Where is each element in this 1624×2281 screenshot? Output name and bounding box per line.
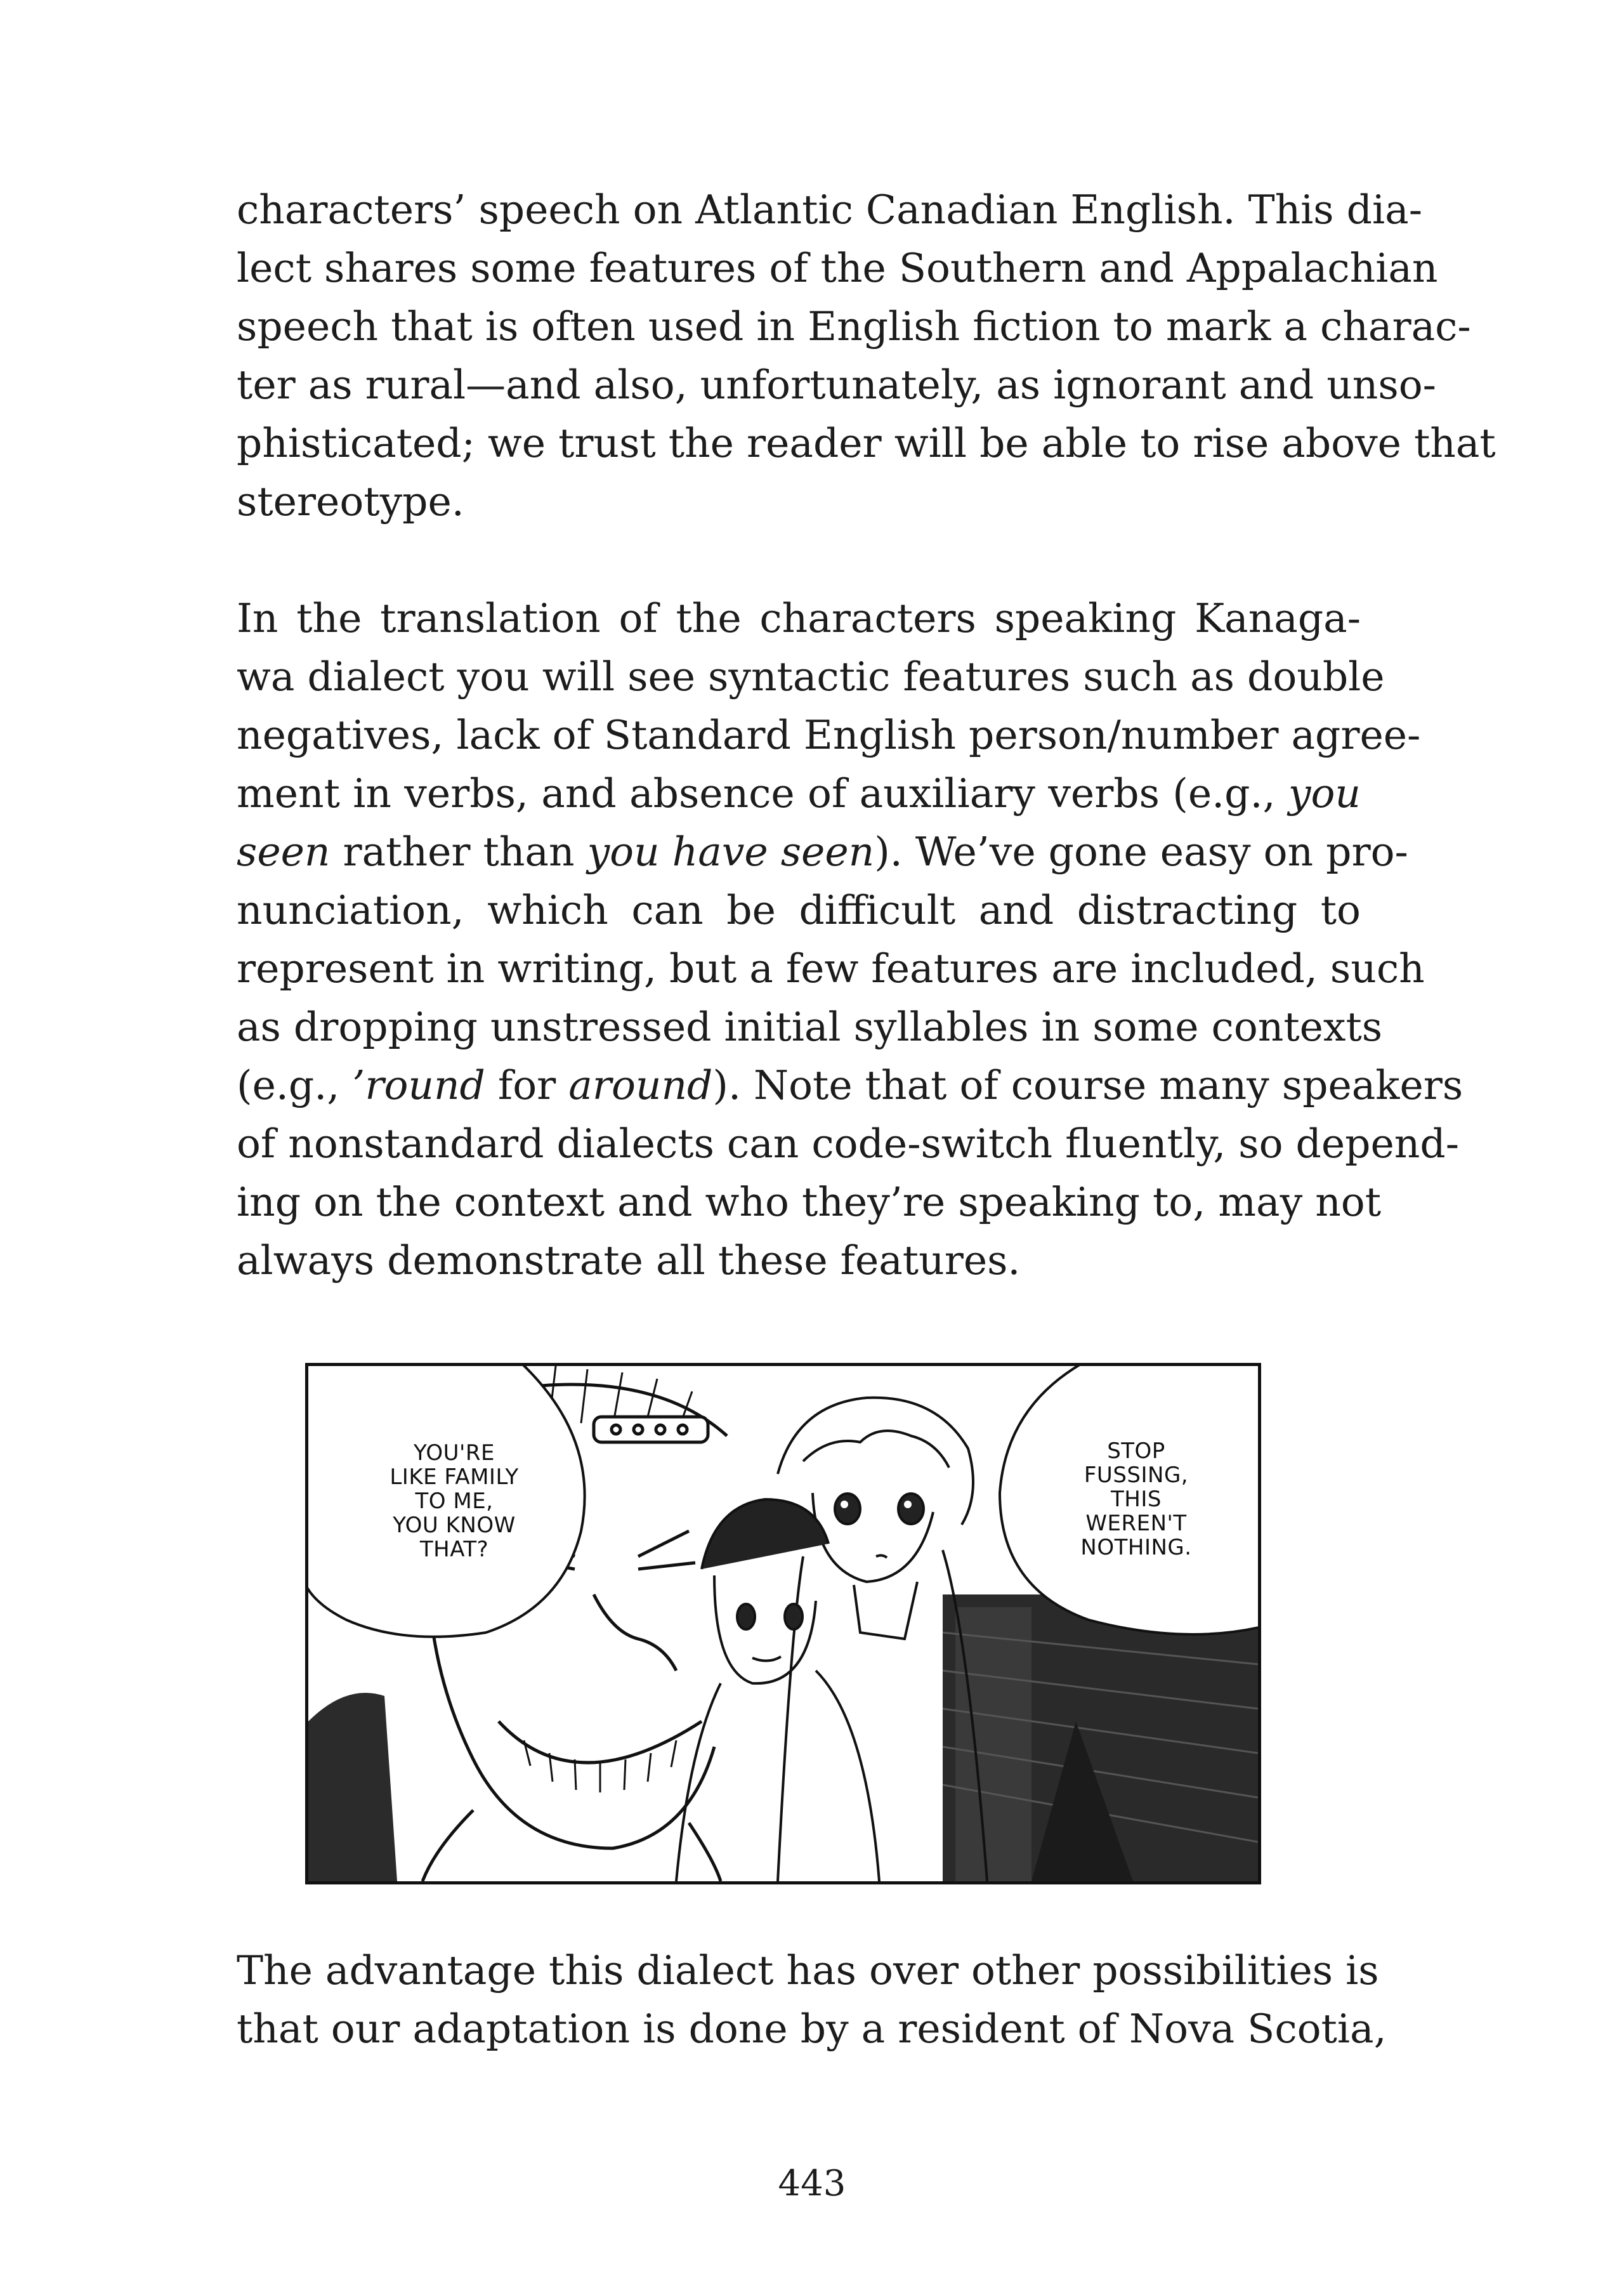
- text-line: as dropping unstressed initial syllables in some contexts: [237, 1004, 1383, 1050]
- italic-run: around: [568, 1062, 713, 1108]
- text-line: always demonstrate all these features.: [237, 1237, 1021, 1284]
- manga-panel: [305, 1363, 1261, 1884]
- text-run: ). Note that of course many speakers: [712, 1062, 1464, 1108]
- text-run: ment in verbs, and absence of auxiliary verbs (e.g.,: [237, 770, 1288, 817]
- italic-run: seen: [237, 829, 331, 875]
- bubble-line: WEREN'T: [1085, 1511, 1187, 1536]
- text-line: represent in writing, but a few features are included, such: [237, 945, 1425, 992]
- text-line: nunciation, which can be difficult and distracting to: [237, 887, 1361, 933]
- italic-run: ’round: [352, 1062, 485, 1108]
- text-line: characters’ speech on Atlantic Canadian English. This dia-: [237, 187, 1422, 233]
- text-line: ter as rural—and also, unfortunately, as ignorant and unso-: [237, 362, 1436, 408]
- text-run: (e.g.,: [237, 1062, 353, 1108]
- text-line: In the translation of the characters speaking Kanaga-: [237, 595, 1361, 641]
- text-line: [237, 765, 1361, 823]
- italic-run: you have seen: [587, 829, 875, 875]
- page-number: 443: [778, 2163, 846, 2204]
- bubble-line: YOU'RE: [413, 1440, 495, 1466]
- text-line: of nonstandard dialects can code-switch fluently, so depend-: [237, 1121, 1459, 1167]
- italic-run: you: [1288, 770, 1361, 817]
- bubble-line: STOP: [1107, 1438, 1165, 1464]
- bubble-line: NOTHING.: [1080, 1535, 1192, 1560]
- bubble-line: THIS: [1111, 1487, 1162, 1512]
- paragraph-1: [237, 181, 1496, 531]
- bubble-line: LIKE FAMILY: [390, 1464, 519, 1490]
- text-run: ). We’ve gone easy on pro-: [874, 829, 1408, 875]
- right-speech-bubble-text: [1060, 1439, 1212, 1560]
- text-line: wa dialect you will see syntactic features such as double: [237, 654, 1385, 700]
- text-line: ing on the context and who they’re speaking to, may not: [237, 1179, 1382, 1225]
- text-line: stereotype.: [237, 478, 464, 525]
- text-line: [237, 1056, 1464, 1115]
- text-run: rather than: [330, 829, 587, 875]
- text-line: phisticated; we trust the reader will be able to rise above that: [237, 420, 1496, 466]
- text-run: for: [485, 1062, 569, 1108]
- text-line: [237, 823, 1408, 881]
- left-speech-bubble-text: [359, 1441, 549, 1561]
- text-line: The advantage this dialect has over other possibilities is: [237, 1947, 1379, 1994]
- paragraph-3: [237, 1942, 1387, 2058]
- text-line: speech that is often used in English fiction to mark a charac-: [237, 303, 1471, 350]
- text-line: lect shares some features of the Southern and Appalachian: [237, 245, 1438, 291]
- text-line: that our adaptation is done by a resident of Nova Scotia,: [237, 2006, 1387, 2052]
- text-line: negatives, lack of Standard English person/number agree-: [237, 712, 1421, 758]
- bubble-line: YOU KNOW: [393, 1513, 516, 1538]
- paragraph-2: [237, 589, 1464, 1290]
- bubble-line: THAT?: [419, 1537, 489, 1562]
- bubble-line: FUSSING,: [1084, 1463, 1189, 1488]
- bubble-line: TO ME,: [415, 1489, 494, 1514]
